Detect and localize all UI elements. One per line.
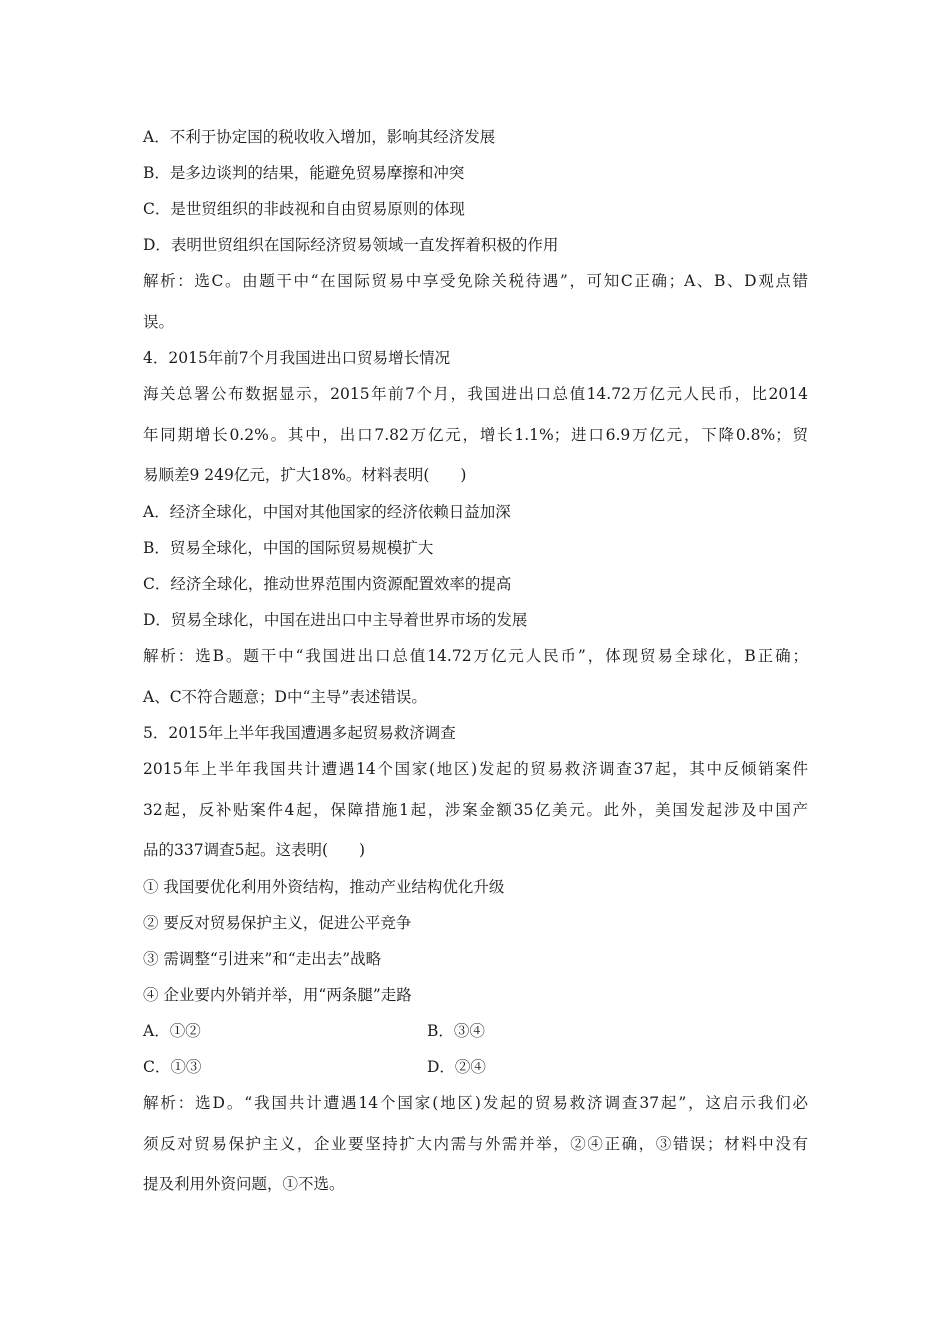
q3-analysis-line-1: 解析：选C。由题干中“在国际贸易中享受免除关税待遇”，可知C正确；A、B、D观点错 — [143, 272, 808, 290]
q5-statement-2: ② 要反对贸易保护主义，促进公平竞争 — [143, 914, 412, 932]
q4-material-line-1: 海关总署公布数据显示，2015年前7个月，我国进出口总值14.72万亿元人民币，比2014 — [143, 385, 808, 403]
q4-material-line-2: 年同期增长0.2%。其中，出口7.82万亿元，增长1.1%；进口6.9万亿元，下降0.8%；贸 — [143, 426, 808, 444]
q4-analysis-line-2: A、C不符合题意；D中“主导”表述错误。 — [143, 688, 427, 706]
q4-title: 4．2015年前7个月我国进出口贸易增长情况 — [143, 349, 451, 367]
q4-option-a: A．经济全球化，中国对其他国家的经济依赖日益加深 — [143, 503, 511, 521]
q3-option-b: B．是多边谈判的结果，能避免贸易摩擦和冲突 — [143, 164, 465, 182]
q5-statement-1: ① 我国要优化利用外资结构，推动产业结构优化升级 — [143, 878, 505, 896]
q4-option-d: D．贸易全球化，中国在进出口中主导着世界市场的发展 — [143, 611, 528, 629]
q5-option-b: B．③④ — [427, 1022, 485, 1040]
q5-analysis-line-1: 解析：选D。“我国共计遭遇14个国家(地区)发起的贸易救济调查37起”，这启示我们必 — [143, 1094, 808, 1112]
q3-option-d: D．表明世贸组织在国际经济贸易领域一直发挥着积极的作用 — [143, 236, 559, 254]
q5-material-line-2: 32起，反补贴案件4起，保障措施1起，涉案金额35亿美元。此外，美国发起涉及中国产 — [143, 801, 808, 819]
q5-analysis-line-3: 提及利用外资问题，①不选。 — [143, 1175, 345, 1193]
q3-option-a: A．不利于协定国的税收收入增加，影响其经济发展 — [143, 128, 496, 146]
q3-option-c: C．是世贸组织的非歧视和自由贸易原则的体现 — [143, 200, 465, 218]
q5-statement-3: ③ 需调整“引进来”和“走出去”战略 — [143, 950, 382, 968]
q5-material-line-1: 2015年上半年我国共计遭遇14个国家(地区)发起的贸易救济调查37起，其中反倾销案件 — [143, 760, 808, 778]
q5-material-line-3: 品的337调查5起。这表明( ) — [143, 841, 366, 859]
q5-title: 5．2015年上半年我国遭遇多起贸易救济调查 — [143, 724, 456, 742]
q4-analysis-line-1: 解析：选B。题干中“我国进出口总值14.72万亿元人民币”，体现贸易全球化，B正确； — [143, 647, 808, 665]
q4-option-c: C．经济全球化，推动世界范围内资源配置效率的提高 — [143, 575, 512, 593]
q5-statement-4: ④ 企业要内外销并举，用“两条腿”走路 — [143, 986, 412, 1004]
q5-option-d: D．②④ — [427, 1058, 486, 1076]
q5-option-a: A．①② — [143, 1022, 201, 1040]
q4-option-b: B．贸易全球化，中国的国际贸易规模扩大 — [143, 539, 434, 557]
q4-material-line-3: 易顺差9 249亿元，扩大18%。材料表明( ) — [143, 466, 467, 484]
q5-analysis-line-2: 须反对贸易保护主义，企业要坚持扩大内需与外需并举，②④正确，③错误；材料中没有 — [143, 1135, 808, 1153]
q5-option-c: C．①③ — [143, 1058, 202, 1076]
q3-analysis-line-2: 误。 — [143, 313, 175, 331]
